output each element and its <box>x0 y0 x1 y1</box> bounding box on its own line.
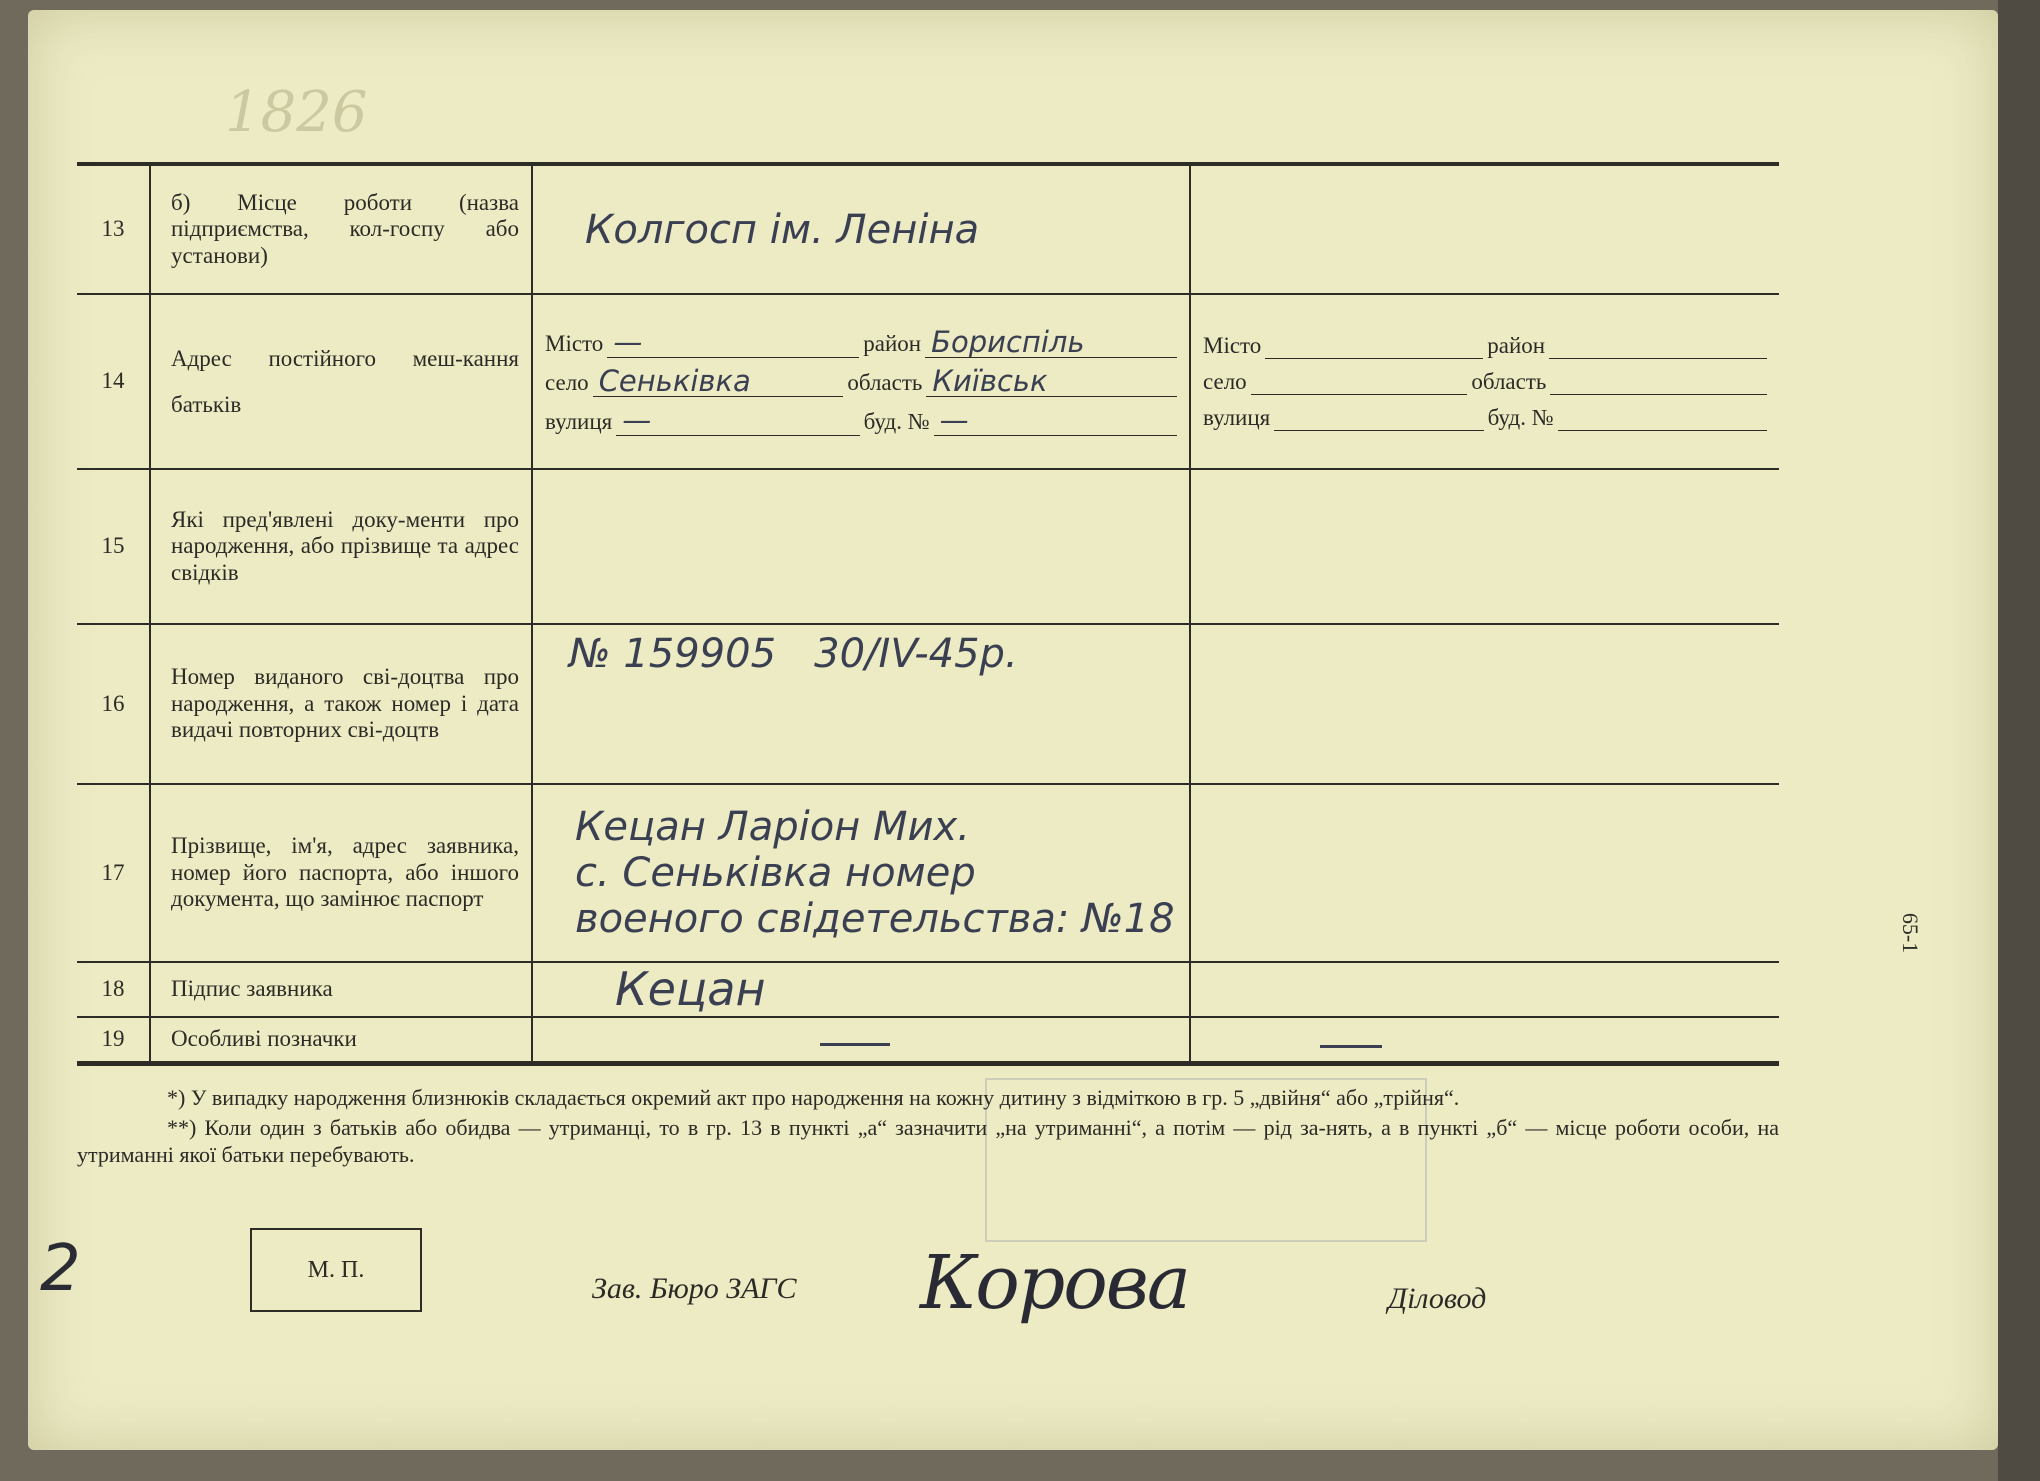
workplace-value <box>532 164 1190 294</box>
background-edge <box>1998 0 2040 1481</box>
row-number: 13 <box>77 164 150 294</box>
house-label: буд. № <box>1487 404 1554 430</box>
side-form-code: 65-1 <box>1898 912 1924 954</box>
head-signature: Корова <box>920 1240 1189 1326</box>
street-label: вулиця <box>545 409 613 435</box>
applicant-signature <box>532 962 1190 1017</box>
row-number: 19 <box>77 1017 150 1063</box>
district-value: Бориспіль <box>925 328 1177 358</box>
region-label: область <box>847 370 923 396</box>
village-label: село <box>545 370 589 396</box>
stamp-place-box <box>250 1228 422 1312</box>
footnotes <box>77 1085 1779 1172</box>
handwritten-certificate-number: № 159905 30/IV-45р. <box>569 631 1018 677</box>
row-number: 15 <box>77 469 150 624</box>
applicant-value <box>532 784 1190 962</box>
row-number: 16 <box>77 624 150 784</box>
row-label: Особливі позначки <box>150 1017 532 1063</box>
city-label: Місто <box>1203 332 1262 358</box>
address-line <box>1203 404 1767 431</box>
house-blank <box>1558 404 1767 431</box>
city-label: Місто <box>545 331 604 357</box>
parents-address-second <box>1190 294 1779 469</box>
row-label: Прізвище, ім'я, адрес заявника, номер його паспорта, або іншого документа, що замінює паспорт <box>150 784 532 962</box>
village-label: село <box>1203 368 1247 394</box>
row-number: 17 <box>77 784 150 962</box>
address-line <box>1203 332 1767 359</box>
table-row <box>77 784 1779 962</box>
empty-cell <box>1190 624 1779 784</box>
house-value: — <box>934 406 1177 436</box>
faded-top-mark: 1826 <box>225 80 368 145</box>
row-label: Номер виданого сві-доцтва про народження, а також номер і дата видачі повторних сві-доцтв <box>150 624 532 784</box>
address-line <box>1203 368 1767 395</box>
table-row <box>77 1017 1779 1063</box>
row-label: б) Місце роботи (назва підприємства, кол-госпу або установи) <box>150 164 532 294</box>
empty-cell <box>1190 962 1779 1017</box>
city-value: — <box>607 328 859 358</box>
empty-cell <box>1190 1017 1779 1063</box>
district-blank <box>1549 332 1767 359</box>
documents-value <box>532 469 1190 624</box>
row-label: Підпис заявника <box>150 962 532 1017</box>
row-number: 18 <box>77 962 150 1017</box>
street-blank <box>1274 404 1483 431</box>
empty-cell <box>1190 164 1779 294</box>
region-blank <box>1550 368 1767 395</box>
special-notes-value <box>532 1017 1190 1063</box>
handwritten-applicant-line: Кецан Ларіон Мих. <box>575 804 970 850</box>
row-label: Адрес постійного меш-кання батьків <box>150 294 532 469</box>
street-value: — <box>616 406 859 436</box>
table-row <box>77 294 1779 469</box>
parents-address <box>532 294 1190 469</box>
address-line <box>545 328 1177 358</box>
handwritten-workplace: Колгосп ім. Леніна <box>585 206 980 253</box>
region-value: Київськ <box>926 367 1177 397</box>
certificate-value <box>532 624 1190 784</box>
table-row <box>77 469 1779 624</box>
stamp-place-label: М. П. <box>307 1256 365 1283</box>
ink-dash <box>820 1043 890 1046</box>
village-blank <box>1251 368 1468 395</box>
village-value: Сеньківка <box>593 367 844 397</box>
handwritten-signature: Кецан <box>615 962 766 1016</box>
district-label: район <box>863 331 922 357</box>
region-label: область <box>1471 368 1547 394</box>
table-row <box>77 624 1779 784</box>
row-label: Які пред'явлені доку-менти про народження, або прізвище та адрес свідків <box>150 469 532 624</box>
clerk-label: Діловод <box>1388 1282 1487 1315</box>
table-row <box>77 164 1779 294</box>
address-line <box>545 406 1177 436</box>
row-number: 14 <box>77 294 150 469</box>
street-label: вулиця <box>1203 404 1271 430</box>
house-label: буд. № <box>863 409 930 435</box>
footnote: *) У випадку народження близнюків складається окремий акт про народження на кожну дитину з відміткою в гр. 5 „двійня“ або „трійня“. <box>167 1085 1460 1110</box>
ink-dash <box>1320 1045 1382 1048</box>
address-line <box>545 367 1177 397</box>
footnote: **) Коли один з батьків або обидва — утриманці, то в гр. 13 в пункті „а“ зазначити „на утриманні“, а потім — рід за-нять, а в пункті „б“ — місце роботи особи, на утриманні якої батьки перебувають. <box>77 1115 1779 1167</box>
district-label: район <box>1487 332 1546 358</box>
birth-record-table <box>77 162 1779 1066</box>
handwritten-applicant-line: с. Сеньківка номер <box>575 850 976 896</box>
handwritten-mark: 2 <box>40 1232 81 1306</box>
empty-cell <box>1190 784 1779 962</box>
handwritten-applicant-line: военого свідетельства: №18 <box>575 896 1175 942</box>
city-blank <box>1265 332 1483 359</box>
empty-cell <box>1190 469 1779 624</box>
head-of-registry-label: Зав. Бюро ЗАГС <box>592 1272 797 1305</box>
table-row <box>77 962 1779 1017</box>
